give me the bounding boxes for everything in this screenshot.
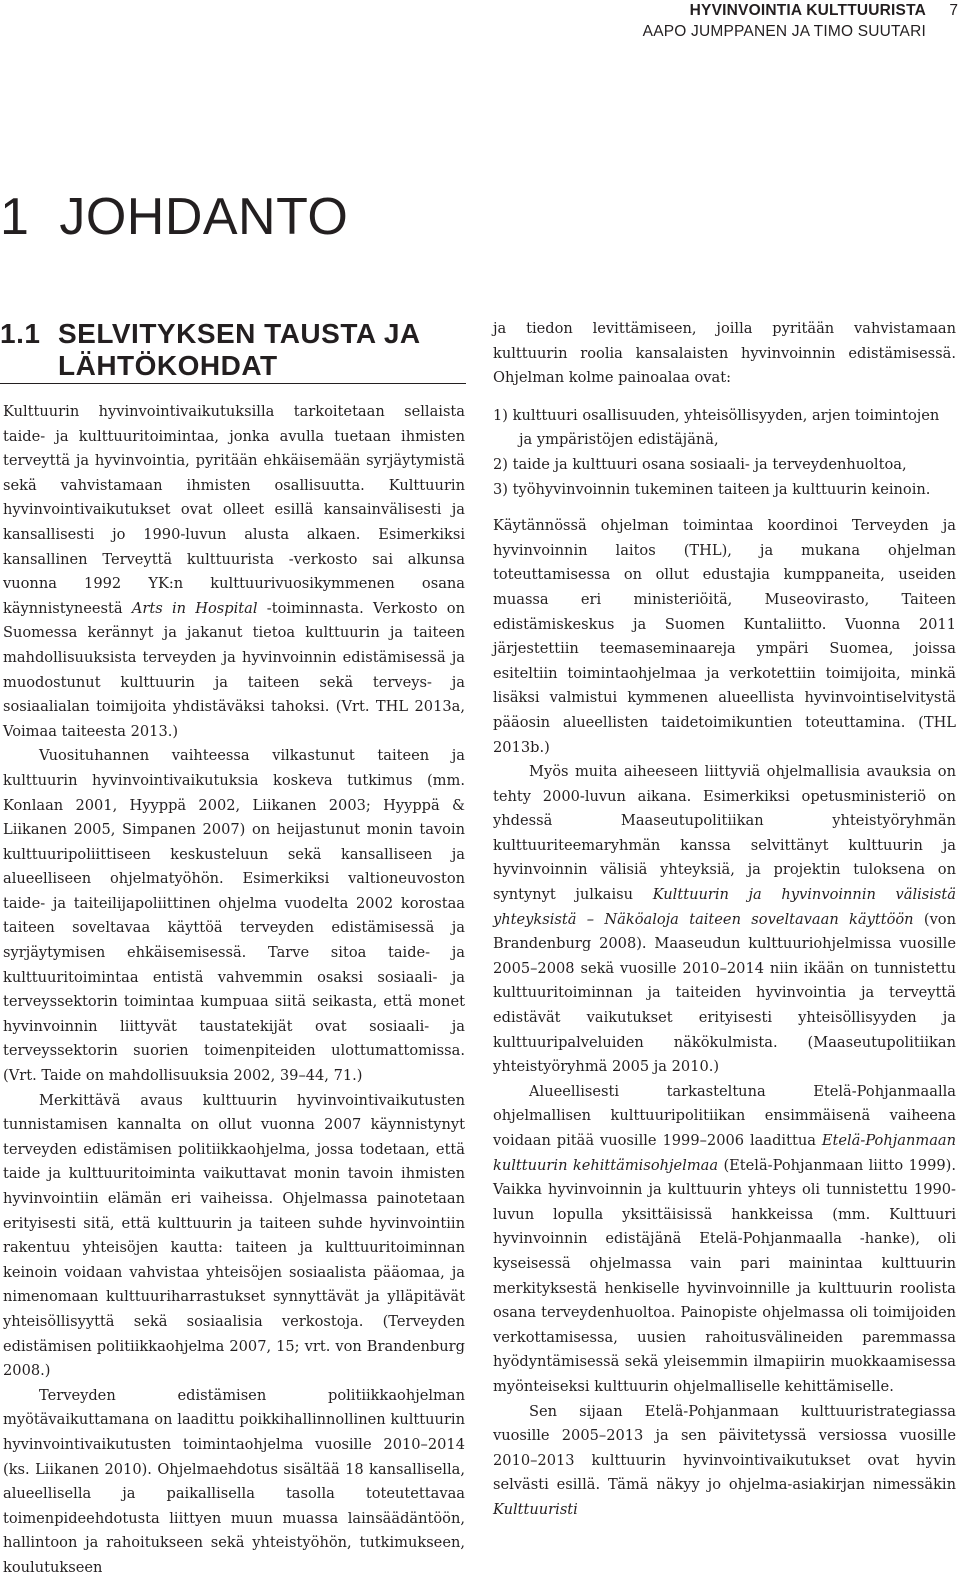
section-title [0,318,470,382]
right-paragraph-5 [493,1400,956,1523]
left-paragraph-3: Merkittävä avaus kulttuurin hyvinvointivaikutusten tunnistamisen kannalta on ollut vuonna 2007 käynnistynyt terveyden edistämisen politiikkaohjelma, jossa todetaan, että taide ja kulttuuritoiminta vaikuttavat monin tavoin ihmisten hyvinvointiin elämän eri vaiheissa. Ohjelmassa painotetaan erityisesti sitä, että kulttuurin ja taiteen suhde hyvinvointiin rakentuu yhteisöjen kautta: taiteen ja kulttuuritoiminnan keinoin voidaan vahvistaa yhteisöjen sosiaalista pääomaa, ja nimenomaan kulttuuriharrastukset synnyttävät ja ylläpitävät yhteisöllisyyttä sekä sosiaalisia verkostoja. (Terveyden edistämisen politiikkaohjelma 2007, 15; vrt. von Brandenburg 2008.) [3,1091,465,1380]
right-p5-text: Sen sijaan Etelä-Pohjanmaan kulttuuristrategiassa vuosille 2005–2013 ja sen päivitetyssä versiossa vuosille 2010–2013 kulttuurin hyvinvointivaikutukset ovat hyvin selvästi esillä. Tämä näkyy jo ohjelma-asiakirjan nimessäkin [493,1402,956,1494]
right-paragraph-4 [493,1080,956,1400]
right-column [493,317,956,1523]
left-column [3,400,465,1581]
section-title-line1: SELVITYKSEN TAUSTA JA [58,318,421,349]
page-number: 7 [949,2,958,19]
left-paragraph-1 [3,400,465,744]
right-p5-italic: Kulttuuristi [493,1500,578,1518]
right-p3-text: Myös muita aiheeseen liittyviä ohjelmallisia avauksia on tehty 2000-luvun aikana. Esimerkiksi opetusministeriö on yhdessä Maaseutupolitiikan yhteistyöryhmän kulttuuriteemaryhmän kanssa selvittänyt kulttuurin ja hyvinvoinnin välisiä yhteyksiä, ja projektin tuloksena on syntynyt julkaisu [493,763,956,904]
right-paragraph-1: ja tiedon levittämiseen, joilla pyritään vahvistamaan kulttuurin roolia kansalaisten hyvinvoinnin edistämisessä. Ohjelman kolme painoalaa ovat: [493,320,956,387]
right-p4-rest: (Etelä-Pohjanmaan liitto 1999). Vaikka hyvinvoinnin ja kulttuurin yhteys oli tunnistettu 1990-luvun lopulla yksittäisissä hankkeissa (mm. Kulttuuri hyvinvoinnin edistäjänä Etelä-Pohjanmaalla -hanke), oli kyseisessä ohjelmassa vain pari mainintaa kulttuurin merkityksestä henkiselle hyvinvoinnille ja kulttuurin roolista osana terveydenhuoltoa. Painopiste ohjelmassa oli toimijoiden verkottamisessa, uusien rahoitusvälineiden paremmassa hyödyntämisessä sekä yleisemmin ilmapiirin muokkaamisessa myönteiseksi kulttuurin ohjelmalliselle kehittämiselle. [493,1156,956,1395]
right-paragraph-3 [493,760,956,1080]
section-title-line2: LÄHTÖKOHDAT [58,350,278,381]
left-p1-rest: -toiminnasta. Verkosto on Suomessa kerännyt ja jakanut tietoa kulttuurin ja taiteen mahdollisuuksista terveyden ja hyvinvoinnin edistämisessä ja muodostunut kulttuurin ja taiteen sekä terveys- ja sosiaalialan toimijoita yhdistäväksi tahoksi. (Vrt. THL 2013a, Voimaa taiteesta 2013.) [3,599,465,740]
left-p1-text: Kulttuurin hyvinvointivaikutuksilla tarkoitetaan sellaista taide- ja kulttuuritoimintaa, jonka avulla tuetaan ihmisten terveyttä ja hyvinvointia, pyritään ehkäisemään syrjäytymistä sekä vahvistamaan ihmisten osallisuutta. Kulttuurin hyvinvointivaikutukset ovat olleet esillä kansainvälisesti ja kansallisesti jo 1990-luvun alusta alkaen. Esimerkiksi kansallinen Terveyttä kulttuurista -verkosto sai alkunsa vuonna 1992 YK:n kulttuurivuosikymmenen osana käynnistyneestä [3,403,465,617]
header-authors: AAPO JUMPPANEN JA TIMO SUUTARI [642,23,926,40]
left-p1-italic: Arts in Hospital [131,599,258,617]
list-item: 3) työhyvinvoinnin tukeminen taiteen ja kulttuurin keinoin. [493,480,931,498]
left-paragraph-2: Vuosituhannen vaihteessa vilkastunut taiteen ja kulttuurin hyvinvointivaikutuksia koskeva tutkimus (mm. Konlaan 2001, Hyyppä 2002, Liikanen 2003; Hyyppä & Liikanen 2005, Simpanen 2007) on heijastunut monin tavoin kulttuuripoliittiseen keskusteluun sekä kansalliseen ja alueelliseen ohjelmatyöhön. Esimerkiksi valtioneuvoston taide- ja taiteilijapoliittinen ohjelma vuodelta 2002 korostaa taiteen soveltavaa käyttöä terveyden edistämisessä ja syrjäytymisen ehkäisemisessä. Tarve sitoa taide- ja kulttuuritoimintaa entistä vahvemmin osaksi sosiaali- ja terveyssektorin toimintaa kumpuaa siitä seikasta, että monet hyvinvoinnin liittyvät taustatekijät ovat sosiaali- ja terveyssektorin suorien toimenpiteiden ulottumattomissa. (Vrt. Taide on mahdollisuuksia 2002, 39–44, 71.) [3,747,465,1085]
chapter-title: 1 JOHDANTO [0,188,349,246]
right-p4-italic: Etelä-Pohjanmaan kulttuurin kehittämisohjelmaa [493,1132,956,1174]
section-number: 1.1 [0,318,41,349]
left-paragraph-4: Terveyden edistämisen politiikkaohjelman myötävaikuttamana on laadittu poikkihallinnollinen kulttuurin hyvinvointivaikutusten toimintaohjelma vuosille 2010–2014 (ks. Liikanen 2010). Ohjelmaehdotus sisältää 18 kansallisella, alueellisella ja paikallisella tasolla toteutettavaa toimenpideehdotusta liittyen muun muassa lainsäädäntöön, hallintoon ja rahoitukseen sekä yhteistyöhön, tutkimukseen, koulutukseen [3,1386,465,1576]
section-divider [0,383,466,384]
list-item: 2) taide ja kulttuuri osana sosiaali- ja terveydenhuoltoa, [493,455,907,473]
list-item: 1) kulttuuri osallisuuden, yhteisöllisyyden, arjen toimintojen ja ympäristöjen edistäjänä, [493,406,940,449]
right-p3-italic: Kulttuurin ja hyvinvoinnin välisistä yhteyksistä – Näköaloja taiteen soveltavaan käyttöön [493,886,956,928]
right-p4-text: Alueellisesti tarkasteltuna Etelä-Pohjanmaalla ohjelmallisen kulttuuripolitiikan ensimmäisenä vaiheena voidaan pitää vuosille 1999–2006 laadittua [493,1082,956,1149]
header-title: HYVINVOINTIA KULTTUURISTA [689,2,926,19]
right-paragraph-2: Käytännössä ohjelman toimintaa koordinoi Terveyden ja hyvinvoinnin laitos (THL), ja mukana ohjelman toteuttamisessa on ollut edustajia kumppaneita, useiden muassa eri ministeriöitä, Museovirasto, Taiteen edistämiskeskus ja Suomen Kuntaliitto. Vuonna 2011 järjestettiin teemaseminaareja ympäri Suomea, joissa esiteltiin toimintaohjelmaa ja verkotettiin toimijoita, minkä lisäksi valmistui kymmenen alueellista hyvinvointiselvitystä pääosin alueellisten taidetoimikuntien toteuttamina. (THL 2013b.) [493,517,956,756]
right-p3-rest: (von Brandenburg 2008). Maaseudun kulttuuriohjelmissa vuosille 2005–2008 sekä vuosille 2010–2014 niin ikään on tunnistettu kulttuuritoiminnan ja taiteiden hyvinvointia ja terveyttä edistävät vaikutukset erityisesti yhteisöllisyyden ja kulttuuripalveluiden näkökulmista. (Maaseutupolitiikan yhteistyöryhmä 2005 ja 2010.) [493,910,956,1076]
priority-list [493,404,956,502]
